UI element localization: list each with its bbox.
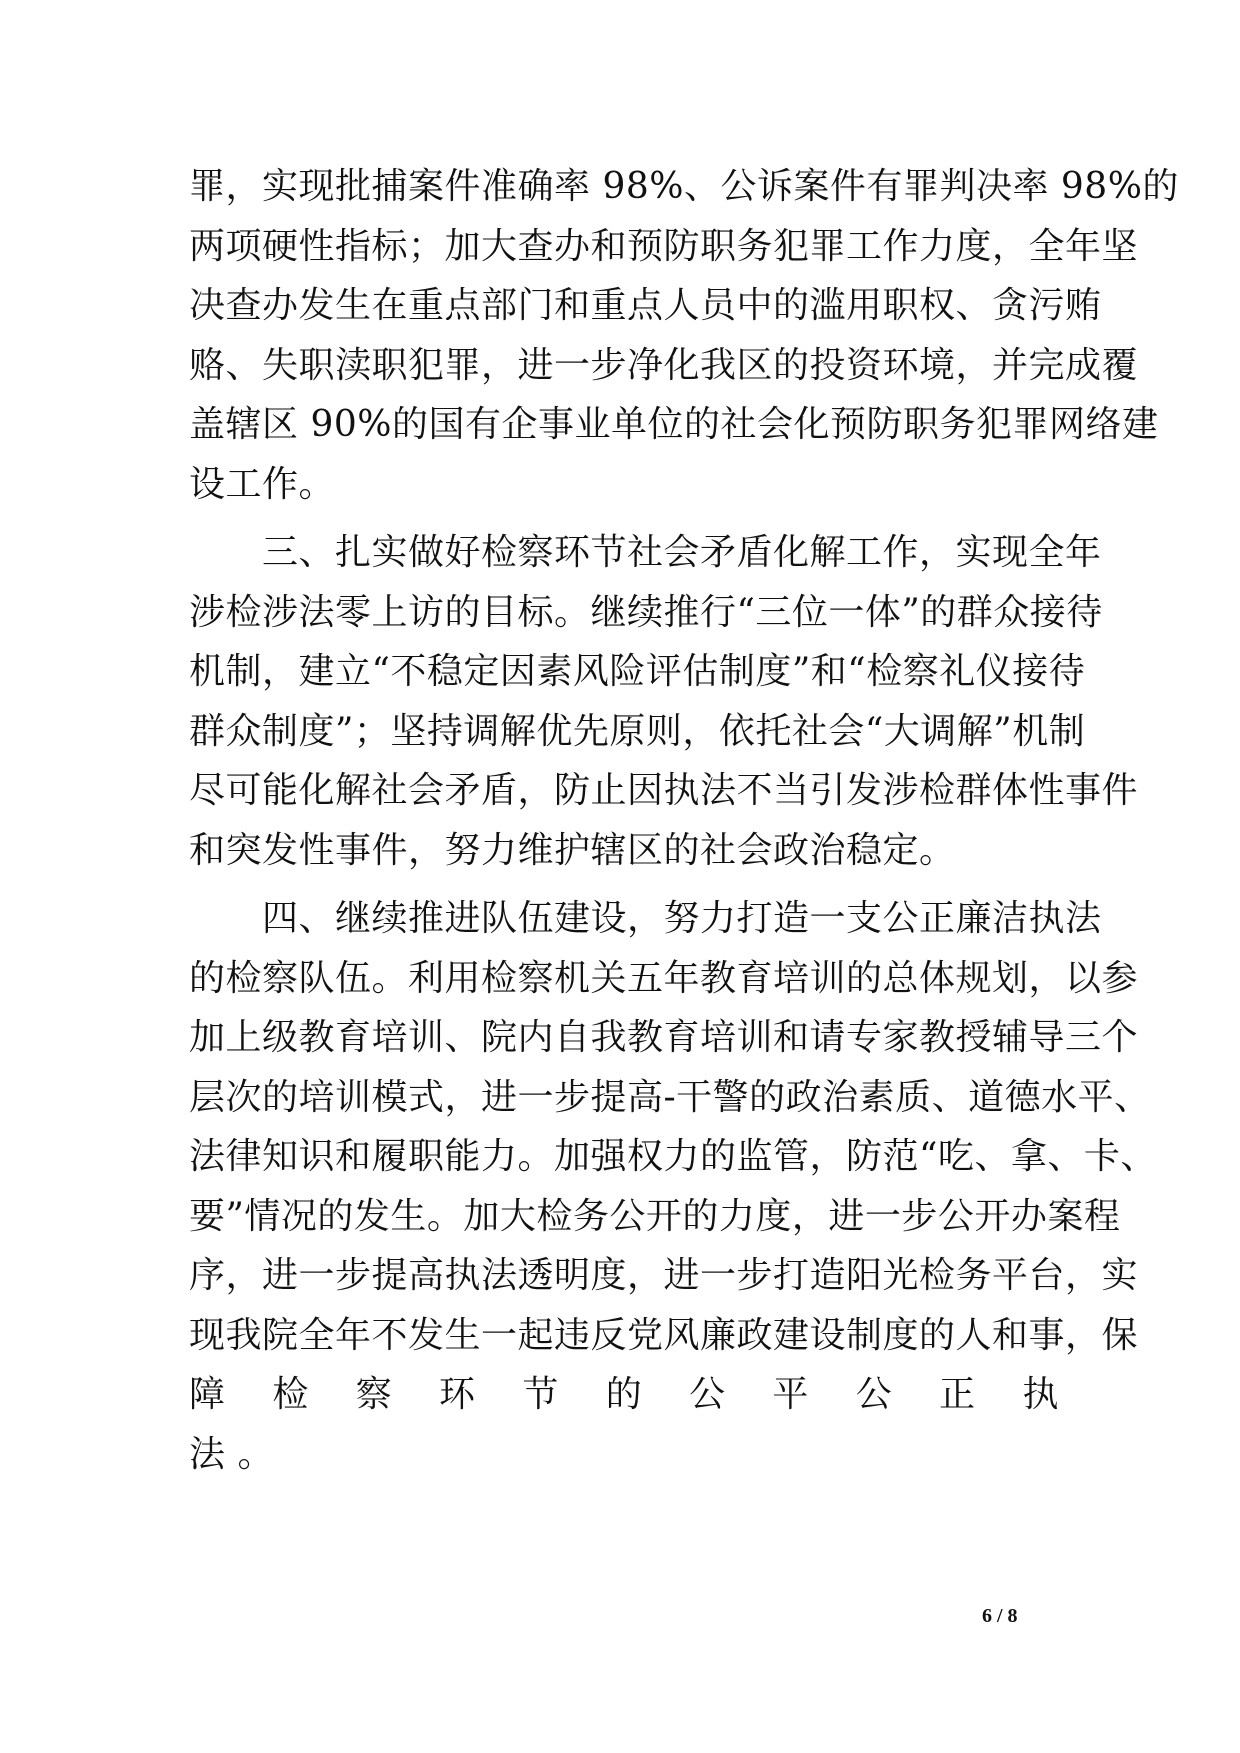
body-text-line: 层次的培训模式，进一步提高-干警的政治素质、道德水平、 <box>189 1077 1151 1118</box>
body-text-line: 盖辖区 90%的国有企事业单位的社会化预防职务犯罪网络建 <box>189 404 1159 445</box>
body-text-line: 序，进一步提高执法透明度，进一步打造阳光检务平台，实 <box>189 1255 1139 1296</box>
body-text-line: 法律知识和履职能力。加强权力的监管，防范“吃、拿、卡、 <box>189 1136 1157 1177</box>
body-text-last-line: 法 。 <box>189 1434 274 1475</box>
body-text-line: 群众制度”；坚持调解优先原则，依托社会“大调解”机制 <box>189 711 1086 752</box>
justified-char: 平 <box>772 1374 809 1415</box>
body-text-line: 的检察队伍。利用检察机关五年教育培训的总体规划，以参 <box>189 958 1139 999</box>
body-text-line: 涉检涉法零上访的目标。继续推行“三位一体”的群众接待 <box>189 592 1103 633</box>
paragraph-3-first-line: 三、扎实做好检察环节社会矛盾化解工作，实现全年 <box>189 532 1102 573</box>
justified-char: 障 <box>189 1374 226 1415</box>
justified-char: 检 <box>272 1374 309 1415</box>
justified-char: 察 <box>355 1374 393 1415</box>
justified-text-line <box>189 1370 1067 1420</box>
body-text-line: 和突发性事件，努力维护辖区的社会政治稳定。 <box>189 830 956 871</box>
body-text-line: 赂、失职渎职犯罪，进一步净化我区的投资环境，并完成覆 <box>189 345 1139 386</box>
body-text-line: 两项硬性指标；加大查办和预防职务犯罪工作力度，全年坚 <box>189 226 1139 267</box>
justified-char: 公 <box>855 1374 893 1415</box>
justified-char: 的 <box>605 1374 643 1415</box>
body-text-line: 设工作。 <box>189 464 336 505</box>
justified-char: 公 <box>689 1374 726 1415</box>
body-text-line: 尽可能化解社会矛盾，防止因执法不当引发涉检群体性事件 <box>189 770 1139 811</box>
justified-char: 环 <box>439 1374 476 1415</box>
body-text-line: 要”情况的发生。加大检务公开的力度，进一步公开办案程 <box>189 1196 1121 1237</box>
paragraph-4-first-line: 四、继续推进队伍建设，努力打造一支公正廉洁执法 <box>189 898 1102 939</box>
justified-char: 正 <box>939 1374 976 1415</box>
body-text-line: 机制，建立“不稳定因素风险评估制度”和“检察礼仪接待 <box>189 651 1086 692</box>
body-text-line: 现我院全年不发生一起违反党风廉政建设制度的人和事，保 <box>189 1315 1139 1356</box>
page-number: 6 / 8 <box>982 1605 1018 1627</box>
justified-char: 执 <box>1022 1374 1059 1415</box>
body-text-line: 决查办发生在重点部门和重点人员中的滥用职权、贪污贿 <box>189 285 1102 326</box>
justified-char: 节 <box>522 1374 559 1415</box>
body-text-line: 加上级教育培训、院内自我教育培训和请专家教授辅导三个 <box>189 1017 1139 1058</box>
body-text-line: 罪，实现批捕案件准确率 98%、公诉案件有罪判决率 98%的 <box>189 166 1179 207</box>
